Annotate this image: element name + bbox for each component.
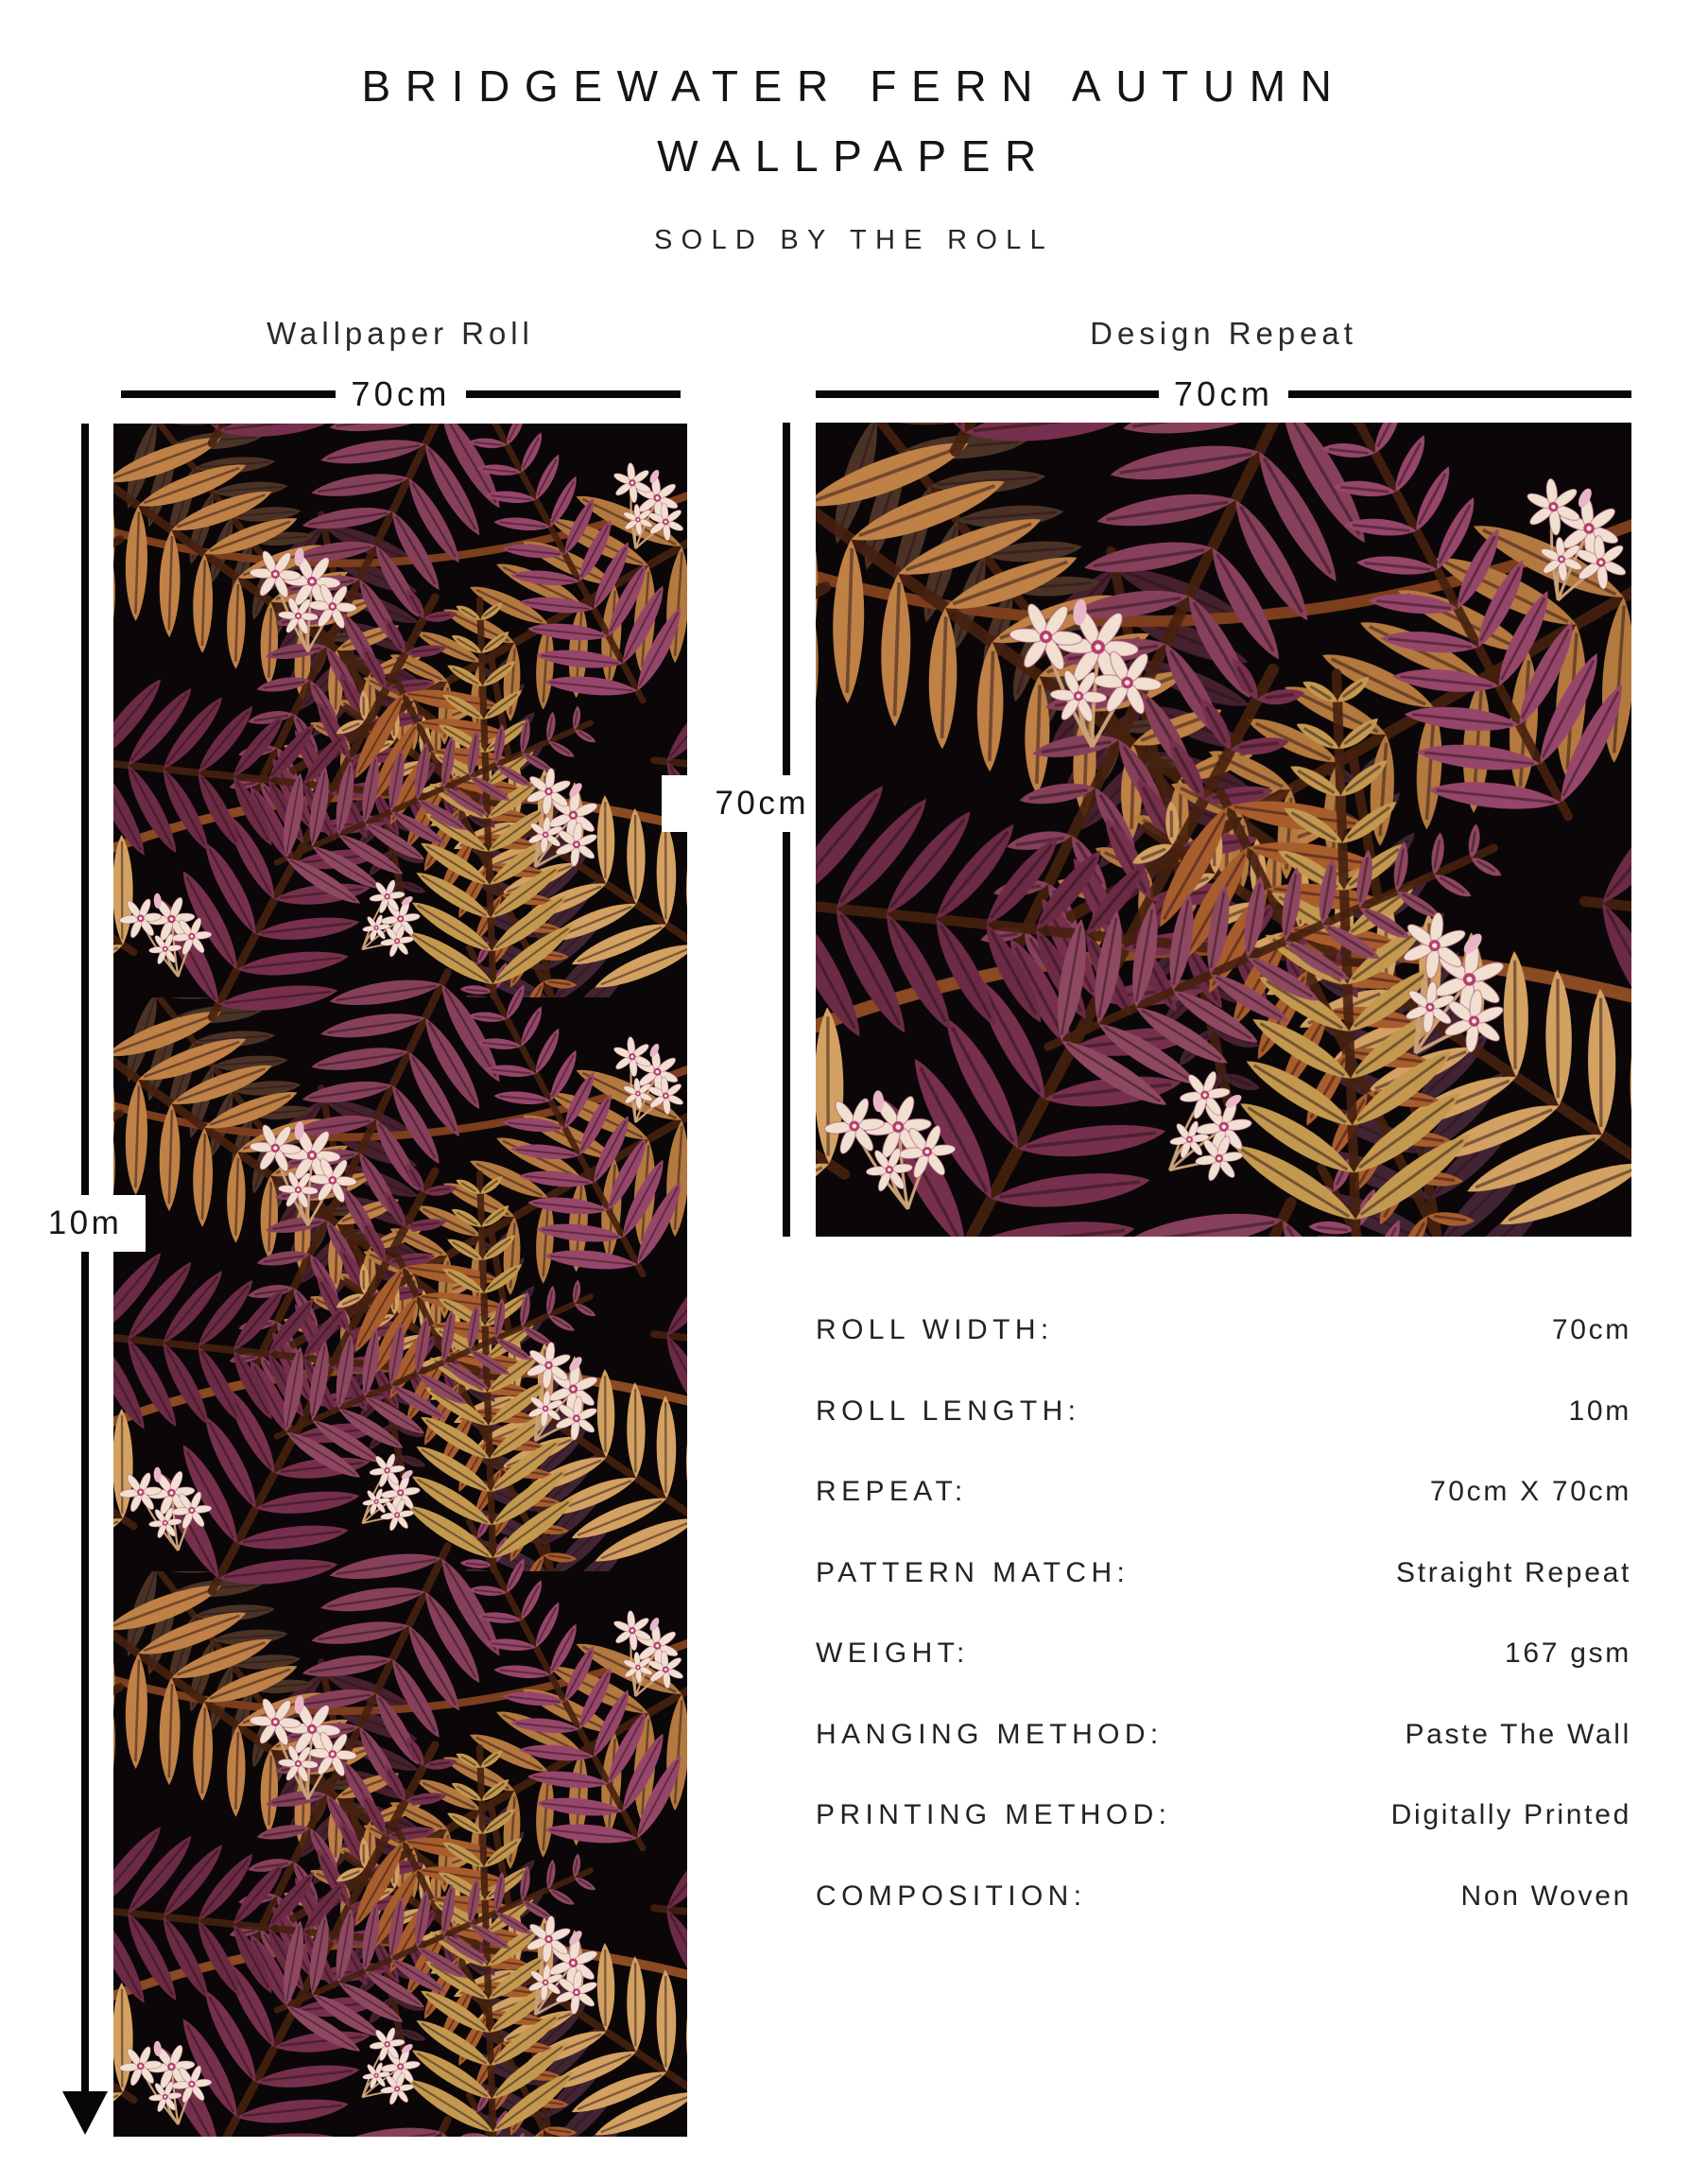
spec-label: PATTERN MATCH: (816, 1556, 1130, 1588)
spec-label: ROLL LENGTH: (816, 1395, 1081, 1427)
repeat-width-label: 70cm (1173, 374, 1274, 413)
repeat-height-label: 70cm (662, 775, 809, 832)
roll-length-label: 10m (25, 1195, 146, 1252)
spec-label: REPEAT: (816, 1476, 968, 1507)
roll-width-dimension (121, 373, 681, 415)
page-title (0, 51, 1708, 191)
repeat-width-dimension (816, 373, 1631, 415)
page-subtitle: SOLD BY THE ROLL (653, 225, 1055, 255)
page-title-line1: BRIDGEWATER FERN AUTUMN (361, 61, 1347, 111)
spec-value: Straight Repeat (1396, 1556, 1631, 1588)
wallpaper-roll-image (113, 424, 687, 2137)
spec-label: WEIGHT: (816, 1637, 970, 1669)
spec-value: Non Woven (1460, 1880, 1631, 1912)
spec-row-repeat (816, 1476, 1631, 1557)
down-arrow-icon (62, 2091, 108, 2135)
dimension-line (1288, 390, 1631, 398)
spec-row-printing-method (816, 1799, 1631, 1880)
dimension-line (121, 390, 336, 398)
fern-pattern-repeat (816, 423, 1631, 1237)
roll-panel-heading: Wallpaper Roll (267, 316, 534, 351)
fern-pattern-roll (113, 424, 687, 2137)
dimension-line (816, 390, 1159, 398)
spec-value: 167 gsm (1505, 1637, 1631, 1669)
page-title-line2: WALLPAPER (657, 131, 1051, 181)
spec-row-roll-length (816, 1395, 1631, 1477)
roll-length-line (81, 424, 89, 2091)
spec-row-pattern-match (816, 1557, 1631, 1638)
spec-row-roll-width (816, 1314, 1631, 1395)
repeat-panel-heading: Design Repeat (1090, 316, 1357, 351)
spec-label: HANGING METHOD: (816, 1718, 1164, 1750)
spec-value: 70cm (1551, 1314, 1631, 1345)
design-repeat-image (816, 423, 1631, 1237)
spec-row-weight (816, 1637, 1631, 1719)
spec-label: ROLL WIDTH: (816, 1314, 1054, 1345)
spec-value: Paste The Wall (1405, 1718, 1631, 1750)
spec-value: Digitally Printed (1390, 1799, 1631, 1830)
spec-value: 70cm X 70cm (1429, 1476, 1631, 1507)
spec-row-hanging-method (816, 1719, 1631, 1800)
spec-value: 10m (1568, 1395, 1631, 1427)
spec-label: PRINTING METHOD: (816, 1799, 1172, 1830)
roll-width-label: 70cm (351, 374, 451, 413)
spec-row-composition (816, 1880, 1631, 1962)
spec-list (816, 1314, 1631, 1961)
spec-label: COMPOSITION: (816, 1880, 1087, 1912)
dimension-line (466, 390, 681, 398)
